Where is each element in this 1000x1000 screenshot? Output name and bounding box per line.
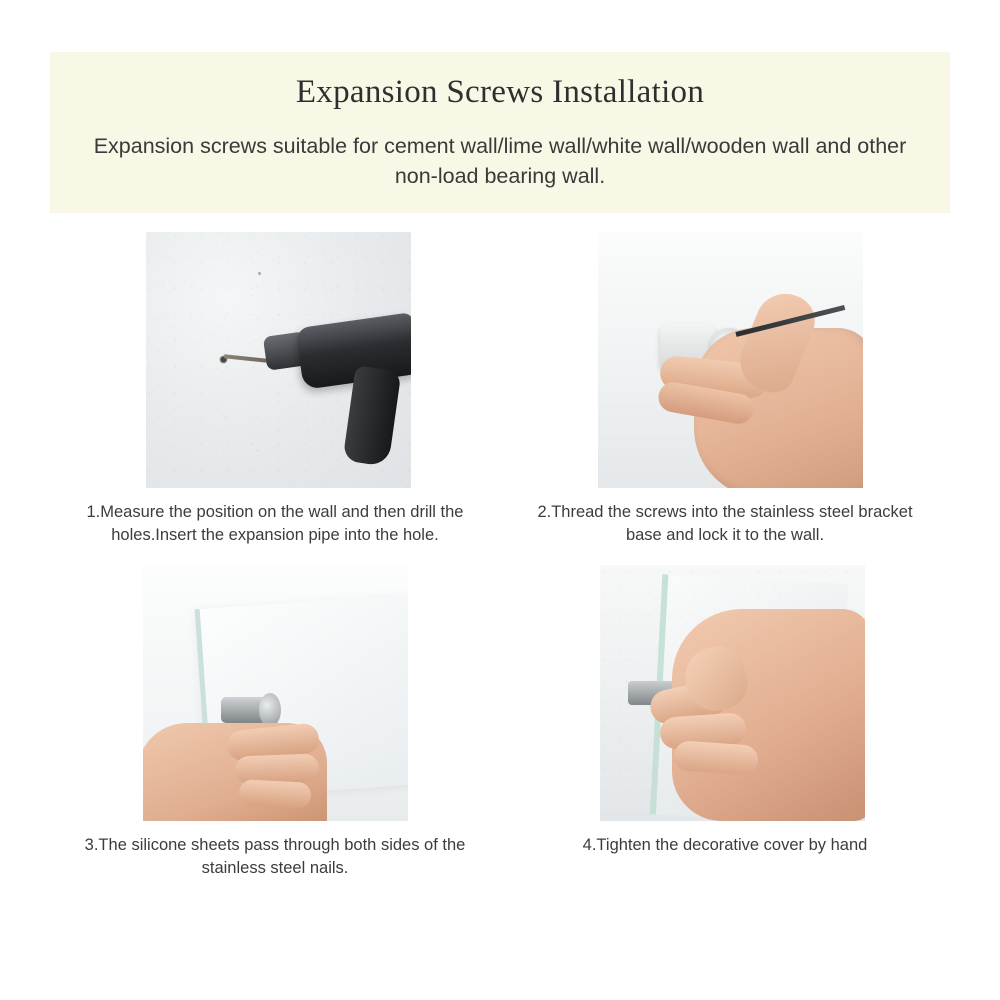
photo-hand-tightening-decorative-cover	[600, 565, 865, 821]
steps-grid	[50, 232, 950, 880]
step-3-photo-wrap	[50, 565, 500, 821]
photo-hand-screwing-bracket-base-to-wall	[598, 232, 863, 488]
step-item-4	[500, 565, 950, 880]
step-item-2	[500, 232, 950, 547]
step-2-caption: 2.Thread the screws into the stainless steel bracket base and lock it to the wall.	[537, 503, 913, 544]
step-1-photo-wrap	[50, 232, 500, 488]
wall-speck	[258, 272, 261, 275]
step-4-photo-wrap	[500, 565, 950, 821]
steps-row-bottom	[50, 565, 950, 880]
step-4-caption: 4.Tighten the decorative cover by hand	[582, 836, 868, 854]
finger	[673, 740, 759, 776]
step-1-caption: 1.Measure the position on the wall and then drill the holes.Insert the expansion pipe into the hole.	[86, 503, 464, 544]
step-3-caption: 3.The silicone sheets pass through both sides of the stainless steel nails.	[84, 836, 466, 877]
step-2-photo-wrap	[500, 232, 950, 488]
step-item-3	[50, 565, 500, 880]
page-subtitle: Expansion screws suitable for cement wall/lime wall/white wall/wooden wall and other non-load bearing wall.	[93, 134, 907, 188]
page-title: Expansion Screws Installation	[295, 74, 705, 110]
photo-acrylic-panel-over-standoff-silicone-sheets	[143, 565, 408, 821]
header-banner	[50, 52, 950, 213]
silicone-sheet	[259, 693, 281, 727]
steps-row-top	[50, 232, 950, 547]
photo-drilling-wall-with-power-drill	[146, 232, 411, 488]
step-item-1	[50, 232, 500, 547]
finger	[238, 779, 311, 809]
